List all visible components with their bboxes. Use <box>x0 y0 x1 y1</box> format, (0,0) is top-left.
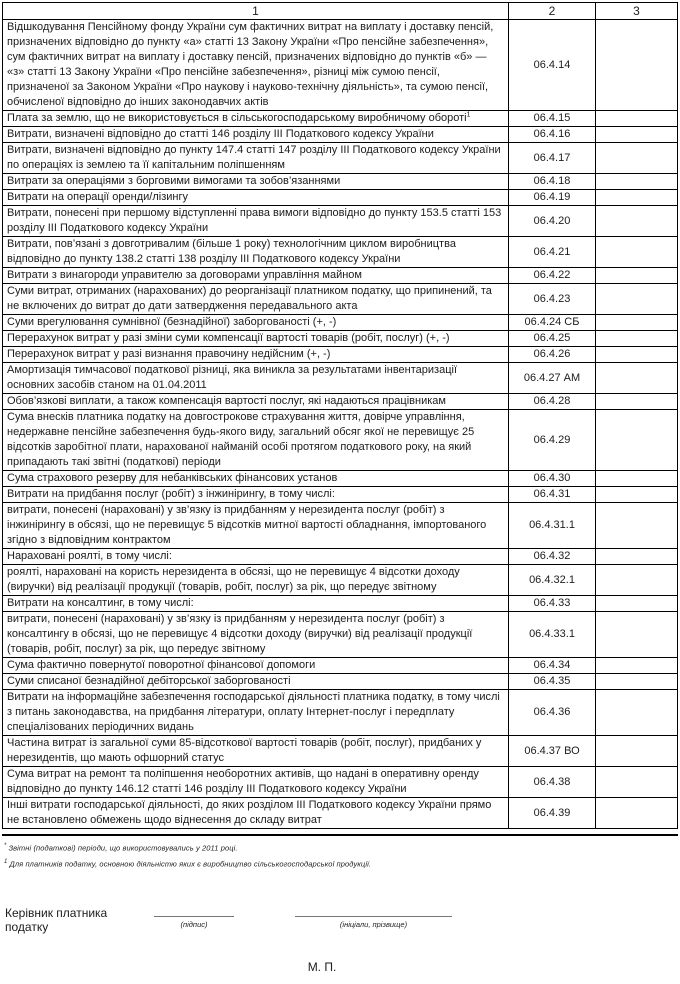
row-description: Суми витрат, отриманих (нарахованих) до реорганізації платником податку, що припинений, та не включених до витрат до дати затвердження передавального акта <box>3 284 509 315</box>
row-description: Витрати на консалтинг, в тому числі: <box>3 596 509 612</box>
table-row <box>3 736 678 767</box>
signatory-label: Керівник платника податку <box>5 906 108 934</box>
row-code: 06.4.35 <box>509 674 596 690</box>
row-description: Витрати, понесені при першому відступленні права вимоги відповідно до пункту 153.5 статті 153 розділу III Податкового кодексу України <box>3 206 509 237</box>
row-code: 06.4.28 <box>509 394 596 410</box>
row-code: 06.4.22 <box>509 268 596 284</box>
table-row <box>3 363 678 394</box>
row-value <box>596 268 678 284</box>
table-row <box>3 190 678 206</box>
footnote-agricultural-producers <box>4 859 678 869</box>
row-value <box>596 331 678 347</box>
row-value <box>596 565 678 596</box>
row-value <box>596 237 678 268</box>
table-row <box>3 596 678 612</box>
row-description: Суми списаної безнадійної дебіторської заборгованості <box>3 674 509 690</box>
row-description: Витрати, пов’язані з довготривалим (більше 1 року) технологічним циклом виробництва відповідно до пункту 138.2 статті 138 розділу III Податкового кодексу України <box>3 237 509 268</box>
row-description: Витрати за операціями з борговими вимогами та зобов’язаннями <box>3 174 509 190</box>
stamp-mark: М. П. <box>307 960 337 974</box>
table-row <box>3 284 678 315</box>
table-row <box>3 394 678 410</box>
row-code: 06.4.31 <box>509 487 596 503</box>
row-value <box>596 596 678 612</box>
row-value <box>596 690 678 736</box>
row-description: Сума фактично повернутої поворотної фінансової допомоги <box>3 658 509 674</box>
table-row <box>3 174 678 190</box>
table-row <box>3 111 678 127</box>
row-code: 06.4.21 <box>509 237 596 268</box>
table-row <box>3 549 678 565</box>
table-row <box>3 127 678 143</box>
row-code: 06.4.14 <box>509 20 596 111</box>
row-value <box>596 127 678 143</box>
expenses-table <box>2 2 678 829</box>
signature-field <box>154 906 234 929</box>
row-code: 06.4.36 <box>509 690 596 736</box>
row-code: 06.4.29 <box>509 410 596 471</box>
footnote-divider <box>2 834 678 836</box>
footnotes-block <box>2 843 678 868</box>
row-description: витрати, понесені (нараховані) у зв’язку із придбанням у нерезидента послуг (робіт) з інжинірингу в обсязі, що не перевищує 5 відсотків митної вартості обладнання, імпортованого згідно з відповідним контрактом <box>3 503 509 549</box>
table-header-row <box>3 3 678 20</box>
row-value <box>596 394 678 410</box>
table-row <box>3 658 678 674</box>
row-value <box>596 20 678 111</box>
row-description: Сума витрат на ремонт та поліпшення необоротних активів, що надані в оперативну оренду відповідно до пункту 146.12 статті 146 розділу III Податкового кодексу України <box>3 767 509 798</box>
row-code: 06.4.19 <box>509 190 596 206</box>
row-value <box>596 315 678 331</box>
row-code: 06.4.20 <box>509 206 596 237</box>
row-code: 06.4.33.1 <box>509 612 596 658</box>
row-description: Плата за землю, що не використовується в сільськогосподарському виробничому обороті$^1$ <box>3 111 509 127</box>
row-value <box>596 503 678 549</box>
name-field <box>295 906 452 929</box>
row-value <box>596 111 678 127</box>
row-description: Витрати на операції оренди/лізингу <box>3 190 509 206</box>
table-row <box>3 347 678 363</box>
row-code: 06.4.17 <box>509 143 596 174</box>
row-description: Обов’язкові виплати, а також компенсація вартості послуг, які надаються працівникам <box>3 394 509 410</box>
row-description: витрати, понесені (нараховані) у зв’язку із придбанням у нерезидента послуг (робіт) з консалтингу в обсязі, що не перевищує 4 відсотки доходу (виручки) від реалізації продукції (товарів, робіт, послуг) за рік, що передує звітному <box>3 612 509 658</box>
table-row <box>3 206 678 237</box>
row-description: Витрати на придбання послуг (робіт) з інжинірингу, в тому числі: <box>3 487 509 503</box>
table-row <box>3 767 678 798</box>
footnote-text: Для платників податку, основною діяльністю яких є виробництво сільськогосподарської продукції. <box>9 859 372 868</box>
row-description: Нараховані роялті, в тому числі: <box>3 549 509 565</box>
table-row <box>3 315 678 331</box>
row-code: 06.4.32 <box>509 549 596 565</box>
row-value <box>596 549 678 565</box>
row-code: 06.4.32.1 <box>509 565 596 596</box>
row-description: Витрати з винагороди управителю за договорами управління майном <box>3 268 509 284</box>
signature-row <box>2 906 678 934</box>
row-code: 06.4.24 СБ <box>509 315 596 331</box>
row-description: Сума страхового резерву для небанківських фінансових установ <box>3 471 509 487</box>
footnote-marker: 1 <box>4 858 8 865</box>
table-row <box>3 798 678 829</box>
row-description: Інші витрати господарської діяльності, до яких розділом III Податкового кодексу України прямо не встановлено обмежень щодо віднесення до складу витрат <box>3 798 509 829</box>
row-description: роялті, нараховані на користь нерезидента в обсязі, що не перевищує 4 відсотки доходу (виручки) від реалізації продукції (товарів, робіт, послуг) за рік, що передує звітному <box>3 565 509 596</box>
table-row <box>3 503 678 549</box>
row-value <box>596 612 678 658</box>
row-value <box>596 471 678 487</box>
row-description: Витрати на інформаційне забезпечення господарської діяльності платника податку, в тому числі з питань законодавства, на придбання літератури, оплату Інтернет-послуг і передплату спеціалізованих періодичних видань <box>3 690 509 736</box>
row-code: 06.4.31.1 <box>509 503 596 549</box>
row-description: Перерахунок витрат у разі зміни суми компенсації вартості товарів (робіт, послуг) (+, -) <box>3 331 509 347</box>
row-code: 06.4.34 <box>509 658 596 674</box>
table-row <box>3 690 678 736</box>
footnote-marker: * <box>4 843 7 849</box>
row-value <box>596 674 678 690</box>
row-value <box>596 410 678 471</box>
row-value <box>596 143 678 174</box>
table-row <box>3 143 678 174</box>
signature-caption: (підпис) <box>180 920 208 929</box>
row-value <box>596 798 678 829</box>
table-row <box>3 331 678 347</box>
row-code: 06.4.23 <box>509 284 596 315</box>
name-line <box>295 906 452 917</box>
row-description: Сума внесків платника податку на довгострокове страхування життя, довірче управління, недержавне пенсійне забезпечення будь-якого виду, загальний обсяг якої не перевищує 25 відсотків заробітної плати, нарахованої найманій особі протягом податкового року, на який припадають такі звітні (податкові) періоди <box>3 410 509 471</box>
table-row <box>3 471 678 487</box>
row-description: Витрати, визначені відповідно до статті 146 розділу III Податкового кодексу України <box>3 127 509 143</box>
name-caption: (ініціали, прізвище) <box>339 920 408 929</box>
row-description: Амортизація тимчасової податкової різниці, яка виникла за результатами інвентаризації основних засобів станом на 01.04.2011 <box>3 363 509 394</box>
row-code: 06.4.30 <box>509 471 596 487</box>
row-value <box>596 487 678 503</box>
row-value <box>596 347 678 363</box>
table-row <box>3 20 678 111</box>
row-description: Перерахунок витрат у разі визнання правочину недійсним (+, -) <box>3 347 509 363</box>
row-code: 06.4.18 <box>509 174 596 190</box>
footnote-text: Звітні (податкові) періоди, що використовувались у 2011 році. <box>8 843 238 853</box>
header-col-1: 1 <box>3 3 509 20</box>
row-code: 06.4.33 <box>509 596 596 612</box>
row-value <box>596 284 678 315</box>
row-value <box>596 206 678 237</box>
row-value <box>596 174 678 190</box>
row-description: Суми врегулювання сумнівної (безнадійної) заборгованості (+, -) <box>3 315 509 331</box>
footnote-reporting-periods <box>4 843 678 853</box>
row-code: 06.4.37 ВО <box>509 736 596 767</box>
row-code: 06.4.25 <box>509 331 596 347</box>
table-row <box>3 487 678 503</box>
footnote-reference: 1 <box>466 111 471 119</box>
table-row <box>3 410 678 471</box>
row-value <box>596 658 678 674</box>
row-code: 06.4.39 <box>509 798 596 829</box>
row-code: 06.4.26 <box>509 347 596 363</box>
row-description: Витрати, визначені відповідно до пункту 147.4 статті 147 розділу III Податкового кодексу України по операціях із землею та її капітальним поліпшенням <box>3 143 509 174</box>
table-row <box>3 268 678 284</box>
table-row <box>3 565 678 596</box>
table-row <box>3 612 678 658</box>
row-value <box>596 736 678 767</box>
header-col-2: 2 <box>509 3 596 20</box>
signature-line <box>154 906 234 917</box>
row-description: Частина витрат із загальної суми 85-відсоткової вартості товарів (робіт, послуг), придбаних у нерезидентів, що мають офшорний статус <box>3 736 509 767</box>
table-row <box>3 237 678 268</box>
row-code: 06.4.15 <box>509 111 596 127</box>
row-code: 06.4.16 <box>509 127 596 143</box>
row-value <box>596 190 678 206</box>
row-code: 06.4.38 <box>509 767 596 798</box>
header-col-3: 3 <box>596 3 678 20</box>
row-value <box>596 767 678 798</box>
row-description: Відшкодування Пенсійному фонду України сум фактичних витрат на виплату і доставку пенсій, призначених відповідно до пункту «а» статті 13 Закону України «Про пенсійне забезпечення», сум фактичних витрат на виплату і доставку пенсій, призначених відповідно до пунктів «б» — «з» статті 13 Закону України «Про пенсійне забезпечення», різниці між сумою пенсії, призначеної за Законом України «Про наукову і науково-технічну діяльність», та сумою пенсії, обчисленої відповідно до інших законодавчих актів <box>3 20 509 111</box>
row-code: 06.4.27 АМ <box>509 363 596 394</box>
row-value <box>596 363 678 394</box>
table-row <box>3 674 678 690</box>
